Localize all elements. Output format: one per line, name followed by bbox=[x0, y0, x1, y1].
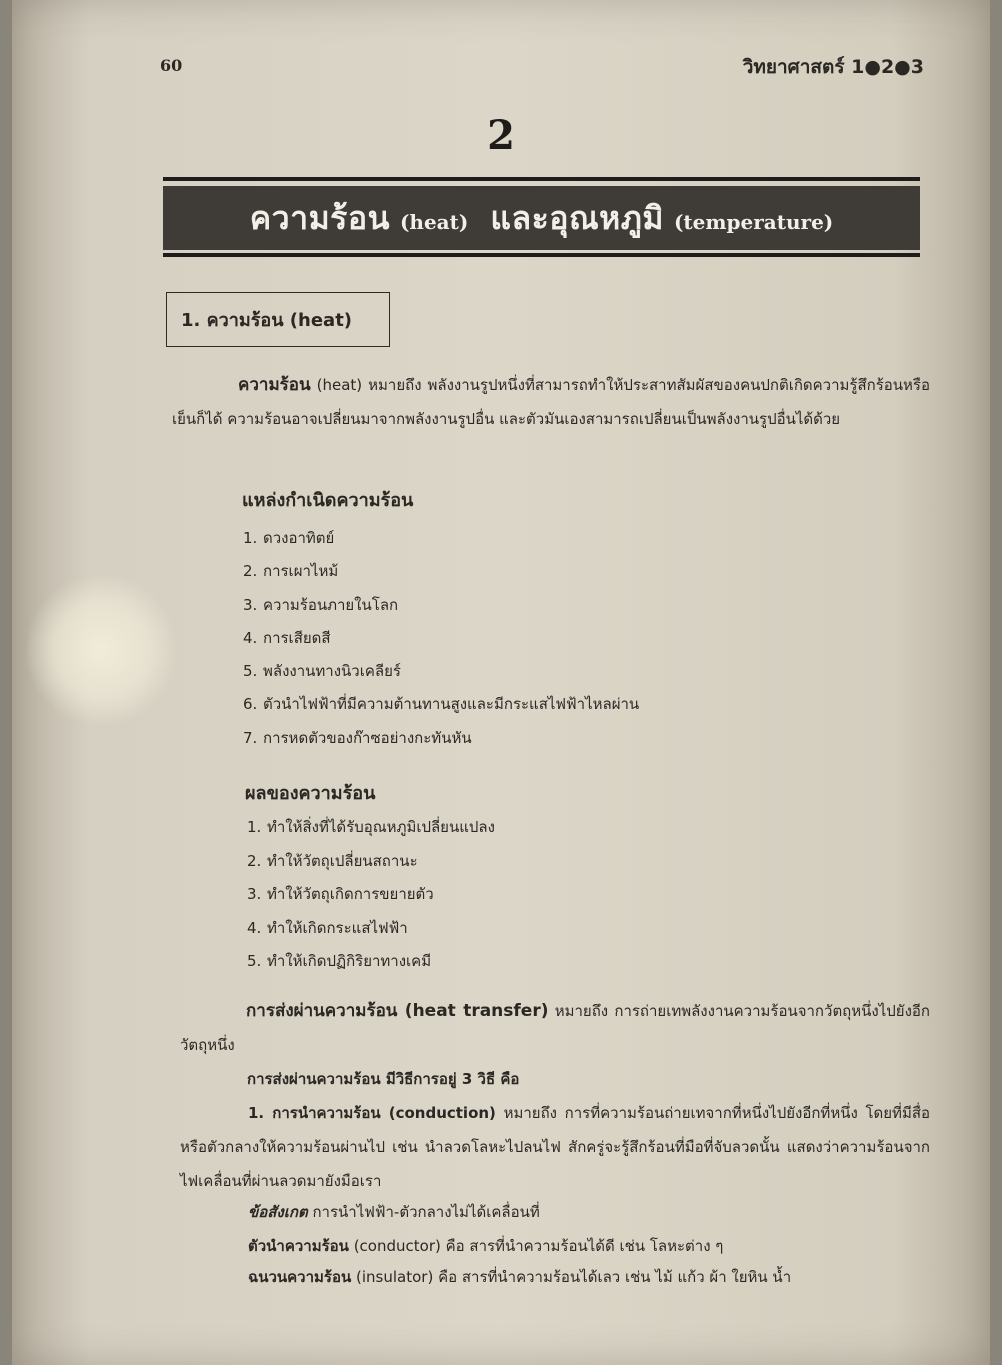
sources-item bbox=[243, 692, 639, 725]
item-text: การเผาไหม้ bbox=[263, 562, 339, 581]
note-text: การนำไฟฟ้า-ตัวกลางไม่ได้เคลื่อนที่ bbox=[307, 1203, 540, 1221]
insulator-text: (insulator) คือ สารที่นำความร้อนได้เลว เช่น ไม้ แก้ว ผ้า ใยหิน น้ำ bbox=[351, 1268, 792, 1286]
effects-heading: ผลของความร้อน bbox=[245, 783, 376, 804]
sources-item bbox=[243, 559, 639, 592]
sources-item bbox=[243, 626, 639, 659]
methods-intro: การส่งผ่านความร้อน มีวิธีการอยู่ 3 วิธี คือ bbox=[247, 1070, 520, 1088]
item-number: 4. bbox=[247, 918, 262, 937]
band-top-rule bbox=[163, 177, 920, 181]
item-number: 3. bbox=[247, 885, 262, 903]
item-number: 4. bbox=[243, 628, 258, 647]
conductor-line bbox=[248, 1234, 723, 1258]
band-bottom-rule bbox=[163, 253, 920, 257]
effects-item bbox=[247, 815, 495, 849]
effects-item bbox=[247, 882, 495, 916]
conduction-text: หมายถึง การที่ความร้อนถ่ายเทจากที่หนึ่งไปยังอีกที่หนึ่ง โดยที่มีสื่อหรือตัวกลางให้ความร้อนผ่านไป เช่น นำลวดโลหะไปลนไฟ สักครู่จะรู้สึกร้อนที่มือที่จับลวดนั้น แสดงว่าความร้อนจากไฟเคลื่อนที่ผ่านลวดมายังมือเรา bbox=[180, 1104, 930, 1190]
item-text: ตัวนำไฟฟ้าที่มีความต้านทานสูงและมีกระแสไฟฟ้าไหลผ่าน bbox=[263, 695, 640, 714]
sources-item bbox=[243, 726, 639, 759]
chapter-number: 2 bbox=[487, 112, 515, 159]
effects-item bbox=[247, 849, 495, 883]
sources-list bbox=[243, 526, 639, 759]
section-heading-box bbox=[166, 292, 390, 347]
item-number: 3. bbox=[243, 595, 258, 614]
item-text: การหดตัวของก๊าซอย่างกะทันหัน bbox=[263, 728, 472, 747]
effects-list bbox=[247, 815, 495, 983]
item-number: 6. bbox=[243, 695, 258, 714]
transfer-paragraph bbox=[180, 994, 930, 1062]
item-number: 2. bbox=[243, 562, 258, 581]
light-glare bbox=[26, 575, 176, 725]
running-head: วิทยาศาสตร์ 1●2●3 bbox=[742, 56, 924, 78]
item-text: ทำให้สิ่งที่ได้รับอุณหภูมิเปลี่ยนแปลง bbox=[267, 818, 495, 836]
effects-item bbox=[247, 949, 495, 983]
conductor-term: ตัวนำความร้อน bbox=[248, 1237, 349, 1255]
item-number: 1. bbox=[243, 529, 258, 547]
chapter-title-band bbox=[163, 186, 920, 250]
intro-text: (heat) หมายถึง พลังงานรูปหนึ่งที่สามารถทำให้ประสาทสัมผัสของคนปกติเกิดความรู้สึกร้อนหรือเย็นก็ได้ ความร้อนอาจเปลี่ยนมาจากพลังงานรูปอื่น และตัวมันเองสามารถเปลี่ยนเป็นพลังงานรูปอื่นได้ด้วย bbox=[172, 376, 930, 428]
item-text: ทำให้วัตถุเปลี่ยนสถานะ bbox=[267, 851, 418, 870]
item-number: 2. bbox=[247, 851, 262, 870]
sources-item bbox=[243, 593, 639, 626]
insulator-term: ฉนวนความร้อน bbox=[248, 1268, 352, 1286]
item-text: ทำให้วัตถุเกิดการขยายตัว bbox=[267, 885, 434, 903]
conduction-term: 1. การนำความร้อน (conduction) bbox=[248, 1104, 496, 1122]
item-text: ทำให้เกิดกระแสไฟฟ้า bbox=[267, 918, 408, 937]
item-number: 5. bbox=[243, 662, 258, 681]
item-number: 5. bbox=[247, 952, 262, 970]
note-label: ข้อสังเกต bbox=[248, 1203, 308, 1221]
note-line bbox=[248, 1200, 540, 1224]
insulator-line bbox=[248, 1265, 791, 1289]
intro-term: ความร้อน bbox=[238, 375, 311, 395]
title-thai-heat: ความร้อน bbox=[249, 198, 390, 237]
transfer-text: หมายถึง การถ่ายเทพลังงานความร้อนจากวัตถุหนึ่งไปยังอีกวัตถุหนึ่ง bbox=[180, 1002, 930, 1054]
item-text: พลังงานทางนิวเคลียร์ bbox=[263, 662, 401, 681]
sources-item bbox=[243, 526, 639, 559]
title-en-heat: (heat) bbox=[399, 209, 469, 234]
page-number: 60 bbox=[160, 56, 183, 75]
item-text: ดวงอาทิตย์ bbox=[263, 529, 335, 547]
item-text: ความร้อนภายในโลก bbox=[263, 595, 399, 614]
item-number: 7. bbox=[243, 728, 258, 747]
sources-heading: แหล่งกำเนิดความร้อน bbox=[242, 490, 414, 511]
conduction-paragraph bbox=[180, 1096, 930, 1198]
section-title: 1. ความร้อน (heat) bbox=[181, 310, 353, 331]
transfer-term: การส่งผ่านความร้อน (heat transfer) bbox=[246, 1001, 549, 1021]
item-text: การเสียดสี bbox=[263, 628, 331, 647]
title-en-temperature: (temperature) bbox=[673, 209, 834, 234]
effects-item bbox=[247, 916, 495, 950]
title-thai-temperature: และอุณหภูมิ bbox=[490, 198, 664, 237]
item-number: 1. bbox=[247, 818, 262, 836]
conductor-text: (conductor) คือ สารที่นำความร้อนได้ดี เช่น โลหะต่าง ๆ bbox=[348, 1237, 724, 1255]
item-text: ทำให้เกิดปฏิกิริยาทางเคมี bbox=[267, 952, 432, 970]
intro-paragraph bbox=[172, 368, 930, 436]
sources-item bbox=[243, 659, 639, 692]
